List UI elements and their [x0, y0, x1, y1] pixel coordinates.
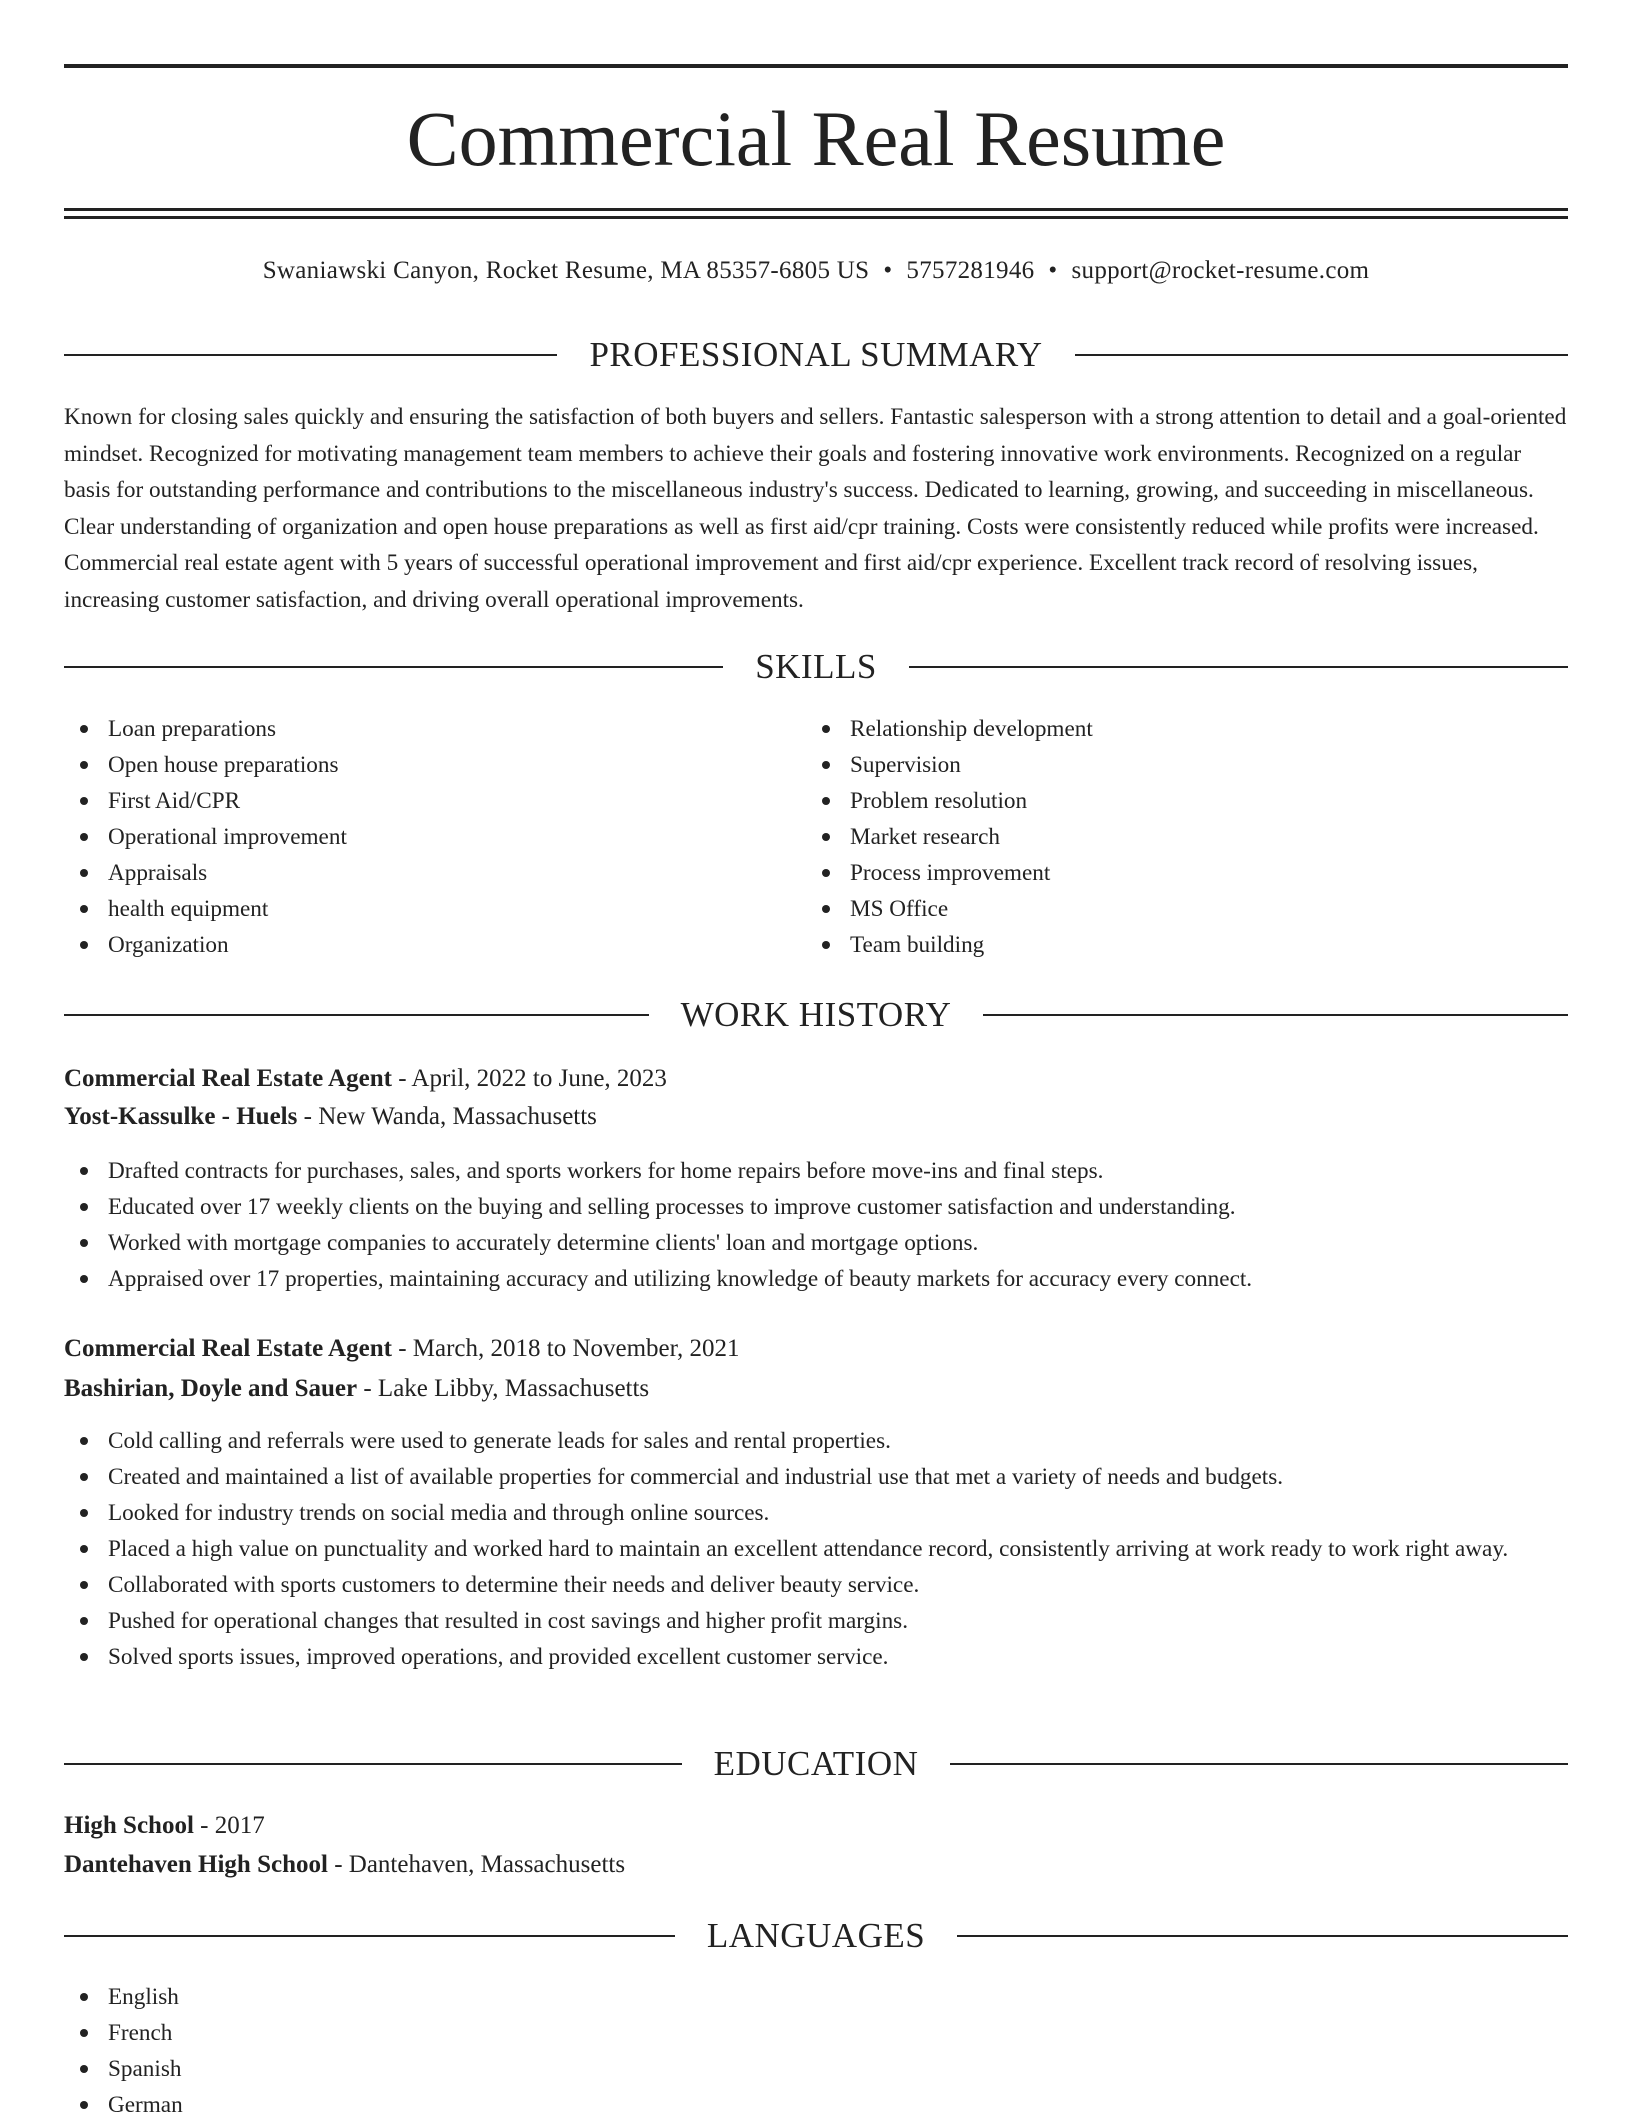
heading-rule	[64, 1014, 649, 1016]
skill-item: Team building	[806, 927, 1506, 963]
language-item: French	[64, 2015, 1568, 2051]
section-title: EDUCATION	[713, 1744, 919, 1783]
job-bullet: Cold calling and referrals were used to generate leads for sales and rental properties.	[64, 1423, 1568, 1459]
skill-item: Relationship development	[806, 711, 1506, 747]
contact-address: Swaniawski Canyon, Rocket Resume, MA 85357-6805 US	[262, 257, 870, 284]
contact-line	[64, 254, 1568, 288]
skill-item: Problem resolution	[806, 783, 1506, 819]
skills-list-left	[64, 711, 764, 963]
job-company: Bashirian, Doyle and Sauer	[64, 1375, 358, 1402]
title-rule-lower	[64, 216, 1568, 219]
skill-item: First Aid/CPR	[64, 783, 764, 819]
skill-item: Market research	[806, 819, 1506, 855]
job-dates: - March, 2018 to November, 2021	[391, 1335, 740, 1362]
job-bullet: Solved sports issues, improved operations, and provided excellent customer service.	[64, 1639, 1568, 1675]
education-year: - 2017	[193, 1812, 265, 1839]
skill-item: health equipment	[64, 891, 764, 927]
job-bullet: Collaborated with sports customers to determine their needs and deliver beauty service.	[64, 1567, 1568, 1603]
language-item: English	[64, 1979, 1568, 2015]
skill-item: MS Office	[806, 891, 1506, 927]
contact-phone: 5757281946	[906, 257, 1035, 284]
section-heading-summary	[64, 335, 1568, 375]
skill-item: Organization	[64, 927, 764, 963]
education-school: Dantehaven High School	[64, 1851, 328, 1878]
job-bullets	[64, 1423, 1568, 1675]
contact-separator: •	[883, 257, 893, 284]
education-school-line	[64, 1847, 1568, 1883]
section-heading-work	[64, 995, 1568, 1035]
title-rule-upper	[64, 208, 1568, 211]
job-location: - New Wanda, Massachusetts	[297, 1103, 597, 1130]
education-degree: High School	[64, 1812, 194, 1839]
skill-item: Process improvement	[806, 855, 1506, 891]
job-company-line	[64, 1371, 1568, 1407]
heading-rule	[64, 1763, 682, 1765]
job-company: Yost-Kassulke - Huels	[64, 1103, 298, 1130]
heading-rule	[64, 666, 723, 668]
resume-title: Commercial Real Resume	[406, 95, 1226, 182]
job-bullet: Looked for industry trends on social media and through online sources.	[64, 1495, 1568, 1531]
skill-item: Open house preparations	[64, 747, 764, 783]
skill-item: Loan preparations	[64, 711, 764, 747]
job-title: Commercial Real Estate Agent	[64, 1065, 392, 1092]
summary-paragraph: Known for closing sales quickly and ensuring the satisfaction of both buyers and sellers. Fantastic salesperson with a strong attention to detail and a goal-oriented mindset. Recognized for motivating management team members to achieve their goals and fostering innovative work environments. Recognized on a regular basis for outstanding performance and contributions to the miscellaneous industry's success. Dedicated to learning, growing, and succeeding in miscellaneous. Clear understanding of organization and open house preparations as well as first aid/cpr training. Costs were consistently reduced while profits were increased. Commercial real estate agent with 5 years of successful operational improvement and first aid/cpr experience. Excellent track record of resolving issues, increasing customer satisfaction, and driving overall operational improvements.	[64, 404, 1567, 613]
job-bullet: Worked with mortgage companies to accurately determine clients' loan and mortgage options.	[64, 1225, 1568, 1261]
skill-item: Appraisals	[64, 855, 764, 891]
skills-column-left	[64, 711, 764, 963]
job-bullets	[64, 1153, 1568, 1297]
languages-list	[64, 1979, 1568, 2123]
heading-rule	[909, 666, 1568, 668]
job-bullet: Educated over 17 weekly clients on the buying and selling processes to improve customer satisfaction and understanding.	[64, 1189, 1568, 1225]
top-rule	[64, 64, 1568, 68]
education-degree-line	[64, 1808, 1568, 1844]
job-location: - Lake Libby, Massachusetts	[357, 1375, 650, 1402]
heading-rule	[64, 1935, 675, 1937]
heading-rule	[1075, 354, 1568, 356]
contact-separator: •	[1048, 257, 1058, 284]
section-title: SKILLS	[755, 647, 877, 686]
heading-rule	[64, 354, 557, 356]
skill-item: Operational improvement	[64, 819, 764, 855]
section-heading-skills	[64, 647, 1568, 687]
job-bullet: Drafted contracts for purchases, sales, and sports workers for home repairs before move-ins and final steps.	[64, 1153, 1568, 1189]
section-title: LANGUAGES	[706, 1916, 926, 1955]
section-heading-languages	[64, 1916, 1568, 1956]
job-bullet: Appraised over 17 properties, maintaining accuracy and utilizing knowledge of beauty markets for accuracy every connect.	[64, 1261, 1568, 1297]
job-title: Commercial Real Estate Agent	[64, 1335, 392, 1362]
skills-column-right	[806, 711, 1506, 963]
job-company-line	[64, 1099, 1568, 1135]
language-item: Spanish	[64, 2051, 1568, 2087]
section-title: WORK HISTORY	[680, 995, 952, 1034]
section-title: PROFESSIONAL SUMMARY	[589, 335, 1043, 374]
job-dates: - April, 2022 to June, 2023	[391, 1065, 667, 1092]
education-location: - Dantehaven, Massachusetts	[327, 1851, 626, 1878]
job-bullet: Placed a high value on punctuality and worked hard to maintain an excellent attendance record, consistently arriving at work ready to work right away.	[64, 1531, 1568, 1567]
heading-rule	[983, 1014, 1568, 1016]
job-bullet: Pushed for operational changes that resulted in cost savings and higher profit margins.	[64, 1603, 1568, 1639]
job-title-line	[64, 1061, 1568, 1097]
job-bullet: Created and maintained a list of available properties for commercial and industrial use that met a variety of needs and budgets.	[64, 1459, 1568, 1495]
section-heading-education	[64, 1744, 1568, 1784]
language-item: German	[64, 2087, 1568, 2123]
skill-item: Supervision	[806, 747, 1506, 783]
heading-rule	[957, 1935, 1568, 1937]
skills-list-right	[806, 711, 1506, 963]
contact-email: support@rocket-resume.com	[1071, 257, 1370, 284]
job-title-line	[64, 1331, 1568, 1367]
heading-rule	[950, 1763, 1568, 1765]
